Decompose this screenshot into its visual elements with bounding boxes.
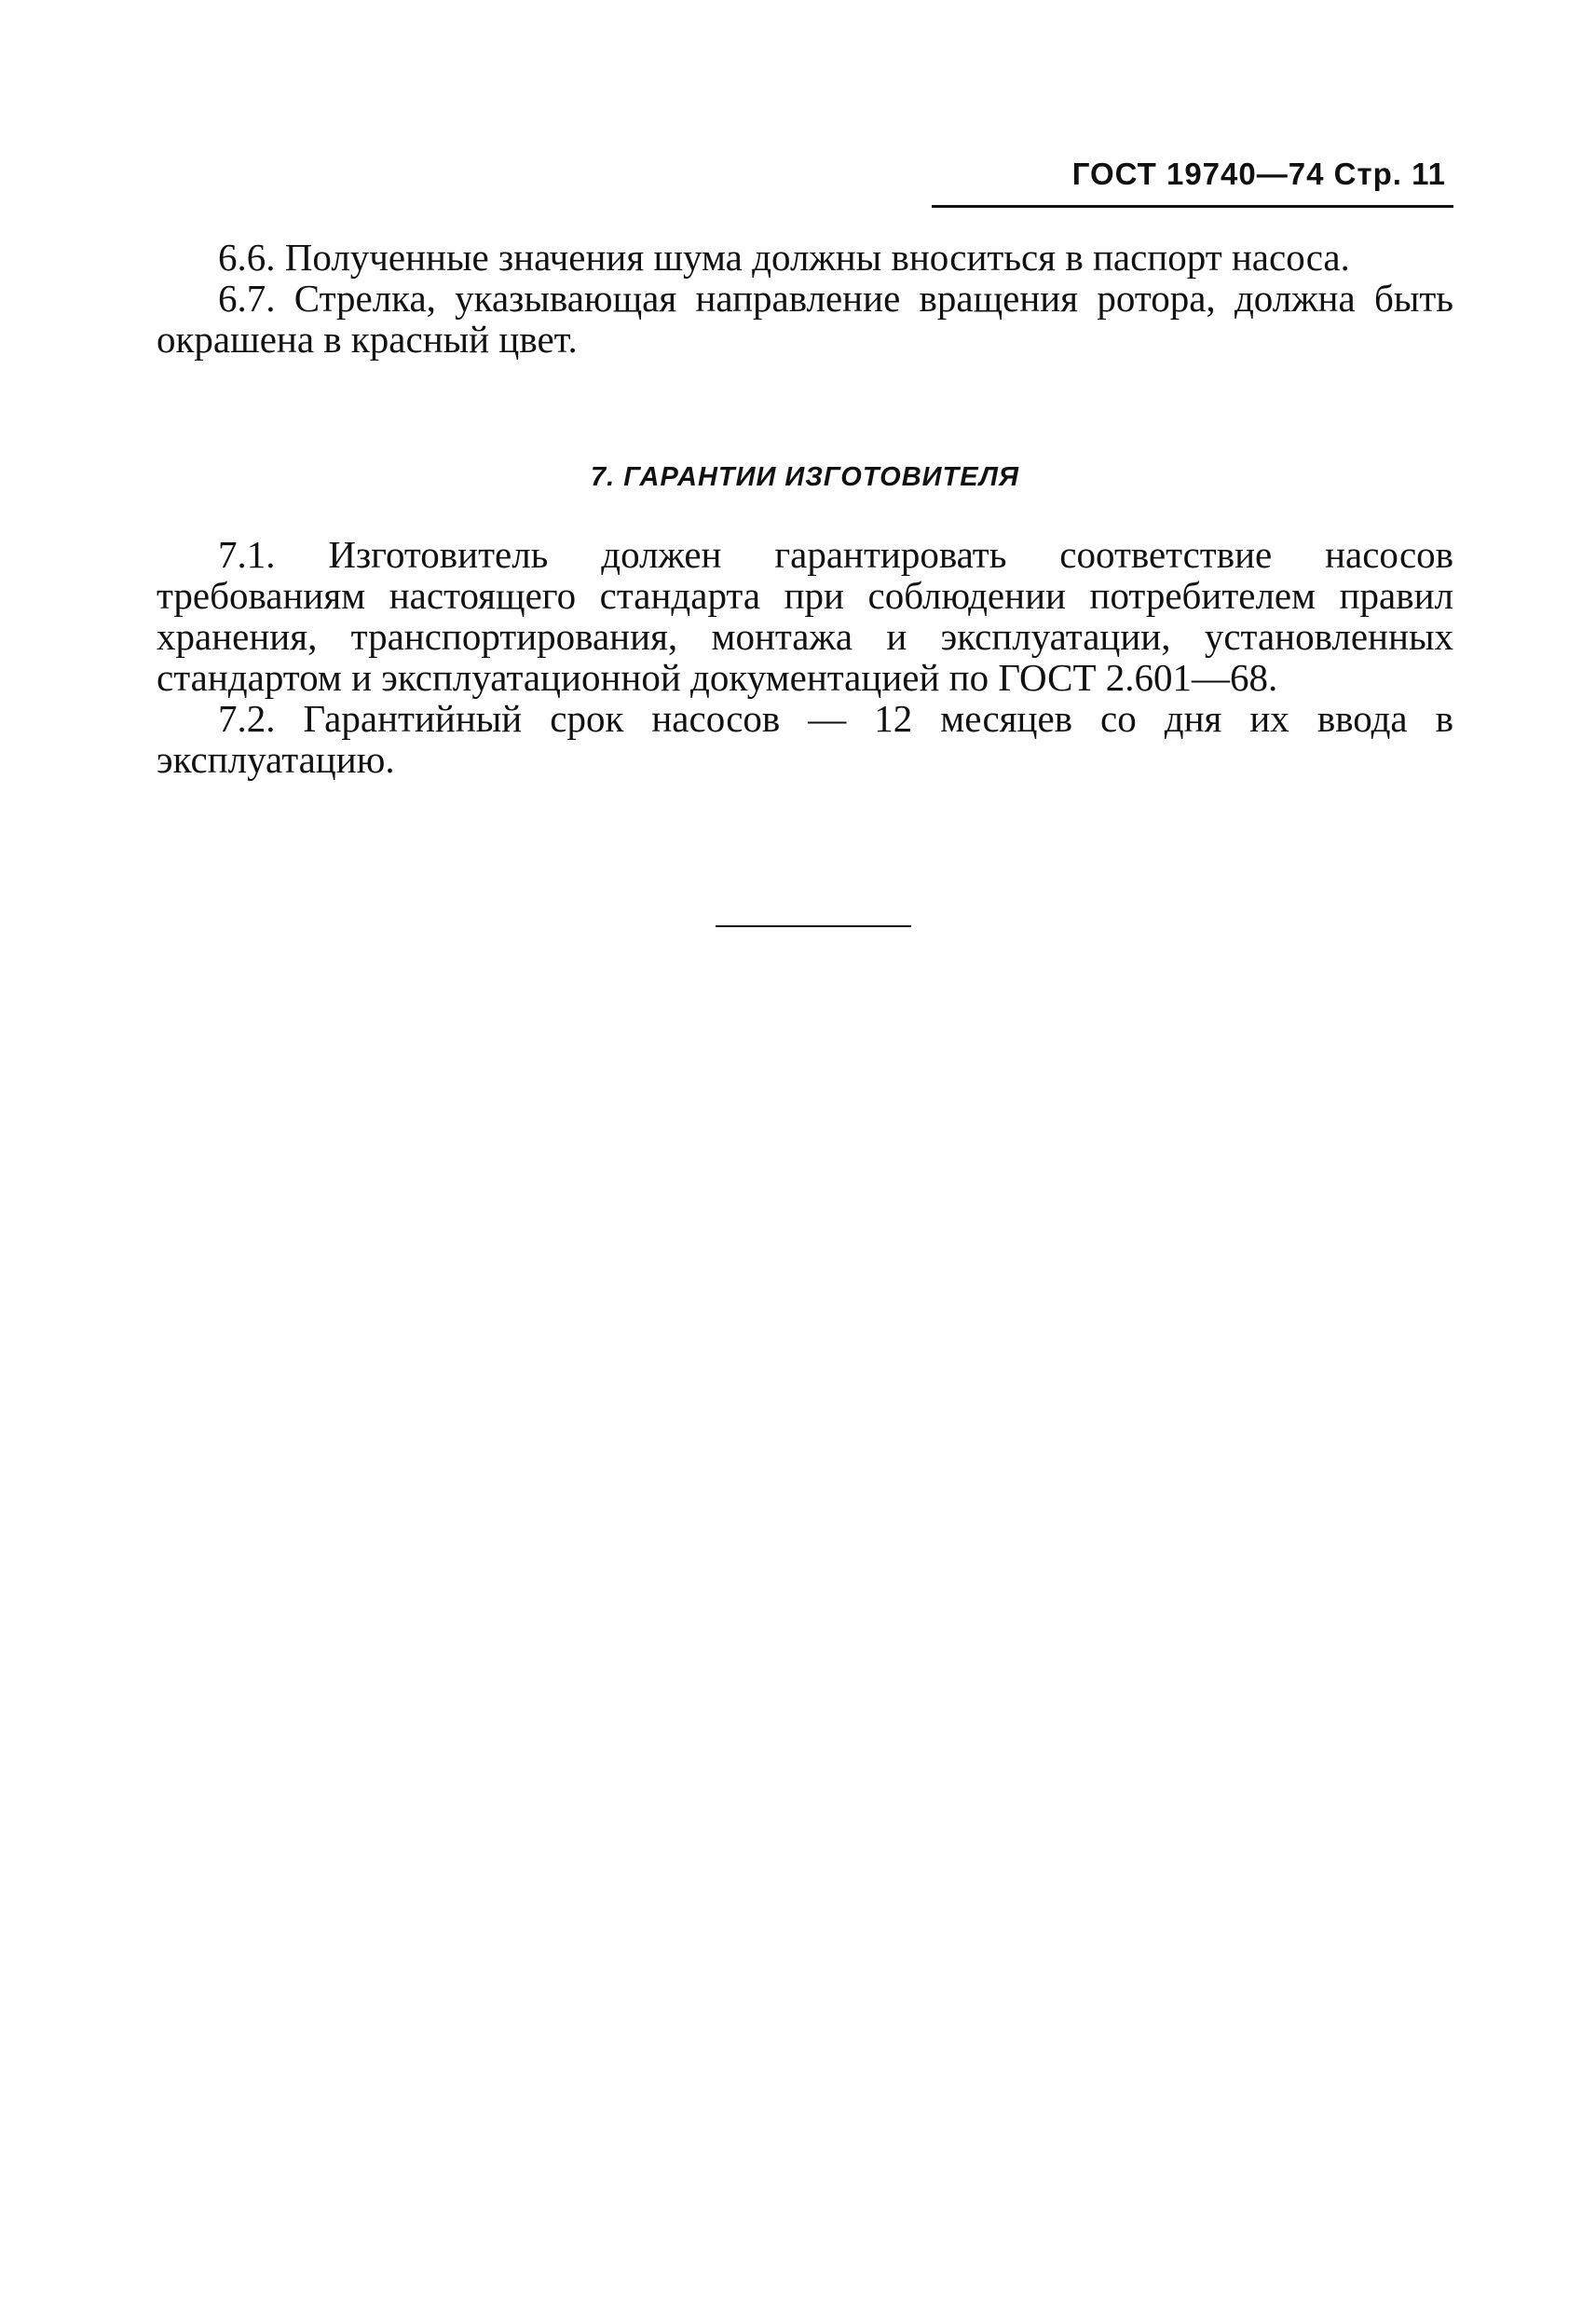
section-6-body bbox=[157, 237, 1453, 360]
page-header bbox=[932, 157, 1453, 208]
section-7-body bbox=[157, 534, 1453, 780]
running-head: ГОСТ 19740—74 Стр. 11 bbox=[1071, 157, 1446, 191]
paragraph-7-2: 7.2. Гарантийный срок насосов — 12 месяцев со дня их ввода в эксплуатацию. bbox=[157, 697, 1453, 781]
section-7-heading: 7. ГАРАНТИИ ИЗГОТОВИТЕЛЯ bbox=[590, 462, 1020, 492]
end-of-text-rule bbox=[716, 925, 911, 927]
paragraph-7-1: 7.1. Изготовитель должен гарантировать соответствие насосов требованиям настоящего стандарта при соблюдении потребителем правил хранения, транспортирования, монтажа и эксплуатации, установленных стандартом и эксплуатационной документацией по ГОСТ 2.601—68. bbox=[157, 533, 1453, 699]
paragraph-6-6: 6.6. Полученные значения шума должны вноситься в паспорт насоса. bbox=[218, 236, 1350, 279]
paragraph-6-7: 6.7. Стрелка, указывающая направление вращения ротора, должна быть окрашена в красный цвет. bbox=[157, 277, 1453, 361]
